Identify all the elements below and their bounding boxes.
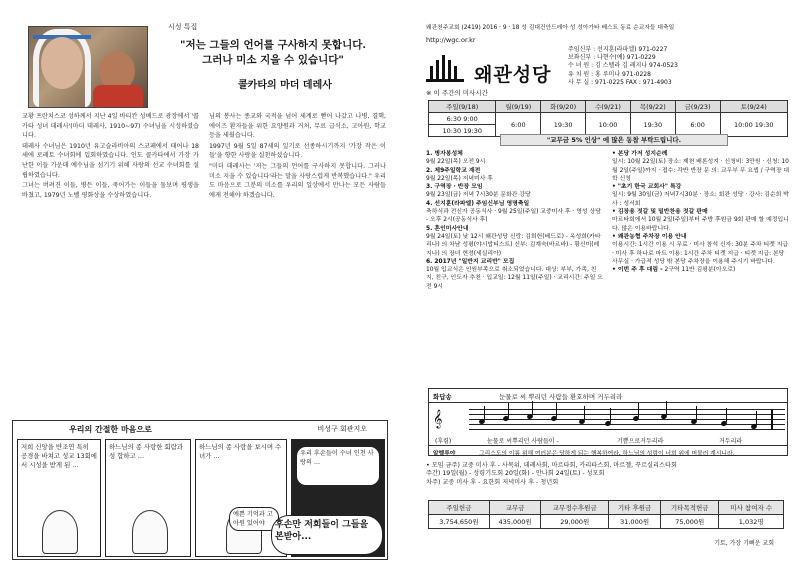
contacts-block xyxy=(568,46,678,87)
treble-clef-icon: 𝄞 xyxy=(433,409,443,428)
photo-face-nun xyxy=(41,37,83,89)
comic-panel-text: 저희 신앙을 반조연 특히 공경을 바쳐고 성교 13회에서 시성을 받게 된 … xyxy=(21,443,97,469)
psalm-lyric: 눈물로 씨 뿌리던 사람들 환호하며 거두리라 xyxy=(499,393,623,401)
news-item-heading: • 이번 주 후 대림 - xyxy=(612,267,663,274)
issue-line: 왜관천주교회 (2419) 2016 · 9 · 18 성 김대건안드레아 성 성아가타 베스트 동료 순교자들 대축일 xyxy=(426,25,675,31)
news-item-text: 9월 22일(목) 저녁미사 후 xyxy=(426,175,493,182)
headline-byline: 콜카타의 마더 데레사 xyxy=(238,80,332,91)
schedule-row xyxy=(429,113,788,125)
news-item-text: 마르타회에서 10월 2일(주일)부터 주방 후원금 9회 판매 할 예정입니다. 많은 이용바랍니다. xyxy=(612,217,789,232)
article-column-1 xyxy=(22,112,199,402)
contact-line: 주임신부 : 선지훈(라파엘) 971-0227 xyxy=(568,46,668,53)
finance-value-cell: 435,000원 xyxy=(489,515,541,529)
news-item xyxy=(426,200,604,225)
schedule-header-cell: 금(9/23) xyxy=(675,101,720,113)
contact-line: 수 녀 원 : 김 스텔라 김 레지나 974-0523 xyxy=(568,62,678,70)
news-item-text: 일시: 9월 30일(금) 저녁7시30분 · 장소: 회관 성당 · 강사: 김순희 박사 : 성서회 xyxy=(612,192,789,207)
meetings-block xyxy=(426,462,677,487)
news-item-heading: • 김장용 젓갈 및 밑반찬용 젓갈 판매 xyxy=(612,209,708,216)
comic-speech-bubble: 우리 후손들이 수녀 인천 사랑의 … xyxy=(296,446,380,486)
article-column-2 xyxy=(209,112,386,402)
article-paragraph: 1997년 9월 5일 87세의 일기로 선종하시기까지 '가장 작은 이들'을 향한 사랑을 실천하셨습니다. xyxy=(209,142,386,160)
comic-small-bubble: 예쁜 기억과 고아원 있어야 xyxy=(229,507,279,531)
article-paragraph: 교황 프란치스코 성하께서 지난 4일 바티칸 성베드로 광장에서 '콜카타 성녀 데레사'(마더 데레사, 1910~97) 수녀님을 시성하셨습니다. xyxy=(22,113,199,140)
contact-line: 보좌신부 : 나현수(예) 971-0229 xyxy=(568,54,656,62)
news-item-text: 축하식과 전신자 공동식사 · 9월 25일(주일) 교중미사 후 · 영성 상담 - 오후 2시(공동식사 후) xyxy=(426,209,601,224)
comic-title: 우리의 간절한 마음으로 xyxy=(69,425,152,434)
church-name: 왜관성당 xyxy=(474,64,552,86)
news-item-text: 9월 24일(토) 낮 12시 왜관성당 신랑: 김희헌(베드로) - 옥성희(카타리나) 의 차남 성평(야시밥티스트) 신부: 김계숙(바르바) - 황신미(레지나) 의 장녀 현정(세실리아) xyxy=(426,233,601,257)
news-item xyxy=(612,266,790,274)
schedule-cell: 19:30 xyxy=(541,113,586,137)
contact-line: 사 무 실 : 971-0225 FAX : 971-4903 xyxy=(568,78,672,86)
finance-header-cell: 미사 참여자 수 xyxy=(719,501,784,515)
article-paragraph: 데레사 수녀님은 1910년 유고슬라비아의 스코페에서 태어나 18세에 로레토 수녀회에 입회하였습니다. 인도 콜카타에서 가장 가난한 이들 가운데 예수님을 섬기기 위해 사랑의 선교 수녀회를 설립하였습니다. xyxy=(22,142,199,179)
mother-teresa-photo xyxy=(28,26,148,108)
comic-author: 비성구 회관지오 xyxy=(317,425,367,433)
news-item xyxy=(426,258,604,291)
alleluia-label: 알렐루야 xyxy=(433,451,456,457)
comic-panel-text: 하느님의 종 사랑한 회람과 성 합하고 … xyxy=(109,443,184,460)
schedule-header-row xyxy=(429,101,788,113)
article-paragraph: 님의 봉사는 종교와 국적을 넘어 세계로 뻗어 나갔고 나병, 결핵, 에이즈 환자들을 위한 요양원과 거처, 무료 급식소, 고아원, 학교 등을 세웠습니다. xyxy=(209,113,386,140)
news-item-heading: 2. 제9주일학교 재전 xyxy=(426,167,481,174)
news-item-heading: 1. 병자봉성체 xyxy=(426,151,463,157)
comic-shout-bubble: 후손만 저희들이 그들을 본받아... xyxy=(271,515,383,555)
alleluia-verse xyxy=(429,445,787,456)
schedule-cell: 19:30 xyxy=(630,113,675,137)
finance-value-cell: 1,032명 xyxy=(719,515,784,529)
finance-header-cell: 교무정수후원금 xyxy=(541,501,609,515)
music-staff xyxy=(469,405,785,435)
news-column-right xyxy=(612,150,790,274)
left-page xyxy=(8,8,390,558)
footer-motto: 기토, 가장 기뻐운 교회 xyxy=(714,540,774,547)
news-item xyxy=(612,208,790,233)
article-paragraph: "미더 데레사는 '저는 그들의 언어를 구사하지 못합니다. 그러나 미소 지을 수 있습니다'라는 말을 사랑스럽게 반복했습니다." 우리도 마음으로 그분의 미소를 우리의 일상에서 만나는 모든 사람들에게 전해야 하겠습니다. xyxy=(209,162,386,199)
news-item-text: 2구역 11반 김평분(아오로) xyxy=(664,267,736,274)
news-item-text: 9월 22일(목) 오전 9시 xyxy=(426,159,486,166)
comic-panel-2 xyxy=(105,439,191,557)
comic-panel-text: 하느님의 종 사랑을 보시며 수녀가 … xyxy=(199,443,282,460)
church-url[interactable]: http://wgc.or.kr xyxy=(426,36,476,44)
psalm-header xyxy=(429,389,787,403)
news-item-heading: • "초기 한국 교회사" 특강 xyxy=(612,184,682,191)
headline-quote-line-1: "저는 그들의 언어를 구사하지 못합니다. xyxy=(179,39,367,51)
schedule-header-cell: 토(9/24) xyxy=(720,101,787,113)
news-column-left xyxy=(426,150,604,291)
comic-figure xyxy=(132,510,168,554)
schedule-cell: 10:00 19:30 xyxy=(720,113,787,137)
psalm-syllable-text: 거두리라 xyxy=(719,438,743,445)
news-item-heading: 5. 혼인미사안내 xyxy=(426,225,469,232)
news-item xyxy=(426,183,604,200)
responsorial-psalm-box xyxy=(428,388,788,456)
finance-table xyxy=(428,500,784,529)
mass-schedule-table xyxy=(428,100,788,137)
news-item xyxy=(426,167,604,184)
finance-value-cell: 3,754,650원 xyxy=(429,515,490,529)
article-paragraph: 그녀는 버려진 이들, 병든 이들, 죽어가는 이들을 돌보며 평생을 바쳤고, 1979년 노벨 평화상을 수상하였습니다. xyxy=(22,182,199,199)
news-item-heading: • 왜관농협 주차장 이용 안내 xyxy=(612,233,687,240)
finance-value-cell: 75,000원 xyxy=(661,515,719,529)
news-item xyxy=(426,225,604,258)
schedule-header-cell: 수(9/21) xyxy=(586,101,631,113)
meeting-line: 주간) 19일(월) - 성령기도회 20일(화) - 안나회 24일(토) - 성모회 xyxy=(426,470,605,478)
finance-header-row xyxy=(429,501,784,515)
news-item xyxy=(612,183,790,208)
alleluia-text: 그리스도의 이름 위해 여러분은 당하게 되는 행복하여라, 하느님의 성령이 너희 위에 머물러 계시니라. xyxy=(479,451,735,457)
comic-figure xyxy=(42,510,78,554)
finance-header-cell: 기타목적헌금 xyxy=(661,501,719,515)
finance-header-cell: 기타 후원금 xyxy=(609,501,661,515)
dues-banner: "교무금 5% 인상" 에 많은 동참 부탁드립니다. xyxy=(500,134,728,146)
news-item-heading: 3. 구역장 · 반장 모임 xyxy=(426,184,483,191)
meeting-line: • 모임 금주) 교중 미사 후 - 사목위, 데레사회, 마르타회, 카리타스회, 마르첼, 꾸르실리스타회 xyxy=(426,462,677,469)
comic-header xyxy=(13,421,387,437)
headline-quote-line-2: 그러나 미소 지을 수 있습니다" xyxy=(202,54,344,66)
schedule-header-cell: 목(9/22) xyxy=(630,101,675,113)
organ-pipes-logo-icon xyxy=(426,54,464,82)
schedule-cell: 10:00 xyxy=(586,113,631,137)
news-item xyxy=(612,233,790,266)
news-item-heading: 6. 2017년 "일반지 교리반" 모집 xyxy=(426,258,515,265)
news-item-text: 이용시간: 1시간 이용 시 무료 · 미사 참석 신자: 30분 주차 티켓 지급 · 미사 후 하나로 마트 이용: 1시간 주차 티켓 지급 · 티켓 지급: 본당 사무실 · 가급적 성당 밖 본당 주차장을 이용해 주시기 바랍니다. xyxy=(612,242,789,265)
article-columns xyxy=(22,112,386,402)
schedule-cell: 6:30 9:00 xyxy=(429,113,496,125)
comic-panel-1 xyxy=(17,439,101,557)
schedule-header-cell: 화(9/20) xyxy=(541,101,586,113)
headline-quote xyxy=(158,38,388,68)
schedule-cell: 10:30 19:30 xyxy=(429,125,496,137)
schedule-title: ※ 이 주간의 미사시간 xyxy=(426,89,488,97)
schedule-header-cell: 주일(9/18) xyxy=(429,101,496,113)
contact-line: 유 치 원 : 홍 루미나 971-0228 xyxy=(568,70,651,78)
psalm-label: 화답송 xyxy=(433,393,452,401)
section-tag: 시성 특집 xyxy=(168,23,198,31)
news-item-text: 10월 입교식은 인원부족으로 취소되었습니다. 대상: 부부, 가족, 친지, 친구, 인도자 추천 · 입교일: 12월 11일(주일) · 교리시간: 주일 오전 9시 xyxy=(426,267,603,290)
finance-value-cell: 31,000원 xyxy=(609,515,661,529)
psalm-refrain-label: (후렴) xyxy=(435,438,452,445)
comic-strip xyxy=(12,420,388,560)
staff-end-bar xyxy=(771,409,773,430)
schedule-cell: 6:00 xyxy=(675,113,720,137)
meeting-line: 차주) 교중 미사 후 - 요한회 저녁미사 후 - 청년회 xyxy=(426,478,559,486)
finance-value-cell: 29,000원 xyxy=(541,515,609,529)
psalm-syllable-text: 눈물로 씨뿌리던 사람들이 - xyxy=(487,438,559,445)
schedule-cell: 6:00 xyxy=(496,113,541,137)
right-page xyxy=(408,8,794,558)
news-item xyxy=(426,150,604,167)
news-item-text: 일시: 10월 22일(토) 장소: 제천 배론성지 · 신청비: 3만원 · 신청: 10월 2일(주일)까지 · 접수: 각반 반장 문 의: 교무부 무 요셉 / 구역장 대학 신청 xyxy=(612,159,790,182)
finance-value-row xyxy=(429,515,784,529)
finance-header-cell: 교무금 xyxy=(489,501,541,515)
finance-header-cell: 주일헌금 xyxy=(429,501,490,515)
schedule-header-cell: 월(9/19) xyxy=(496,101,541,113)
news-item-text: 9월 23일(금) 저녁 7시30분 문화관 강당 xyxy=(426,192,531,199)
photo-child-shirt xyxy=(93,85,143,108)
news-item-heading: • 본당 가저 성지순례 xyxy=(612,151,668,157)
psalm-syllable-text: 기쁨으로거두리라 xyxy=(617,438,664,445)
news-item-heading: 4. 선지훈(라파엘) 주임신부님 영명축일 xyxy=(426,200,530,207)
news-item xyxy=(612,150,790,183)
